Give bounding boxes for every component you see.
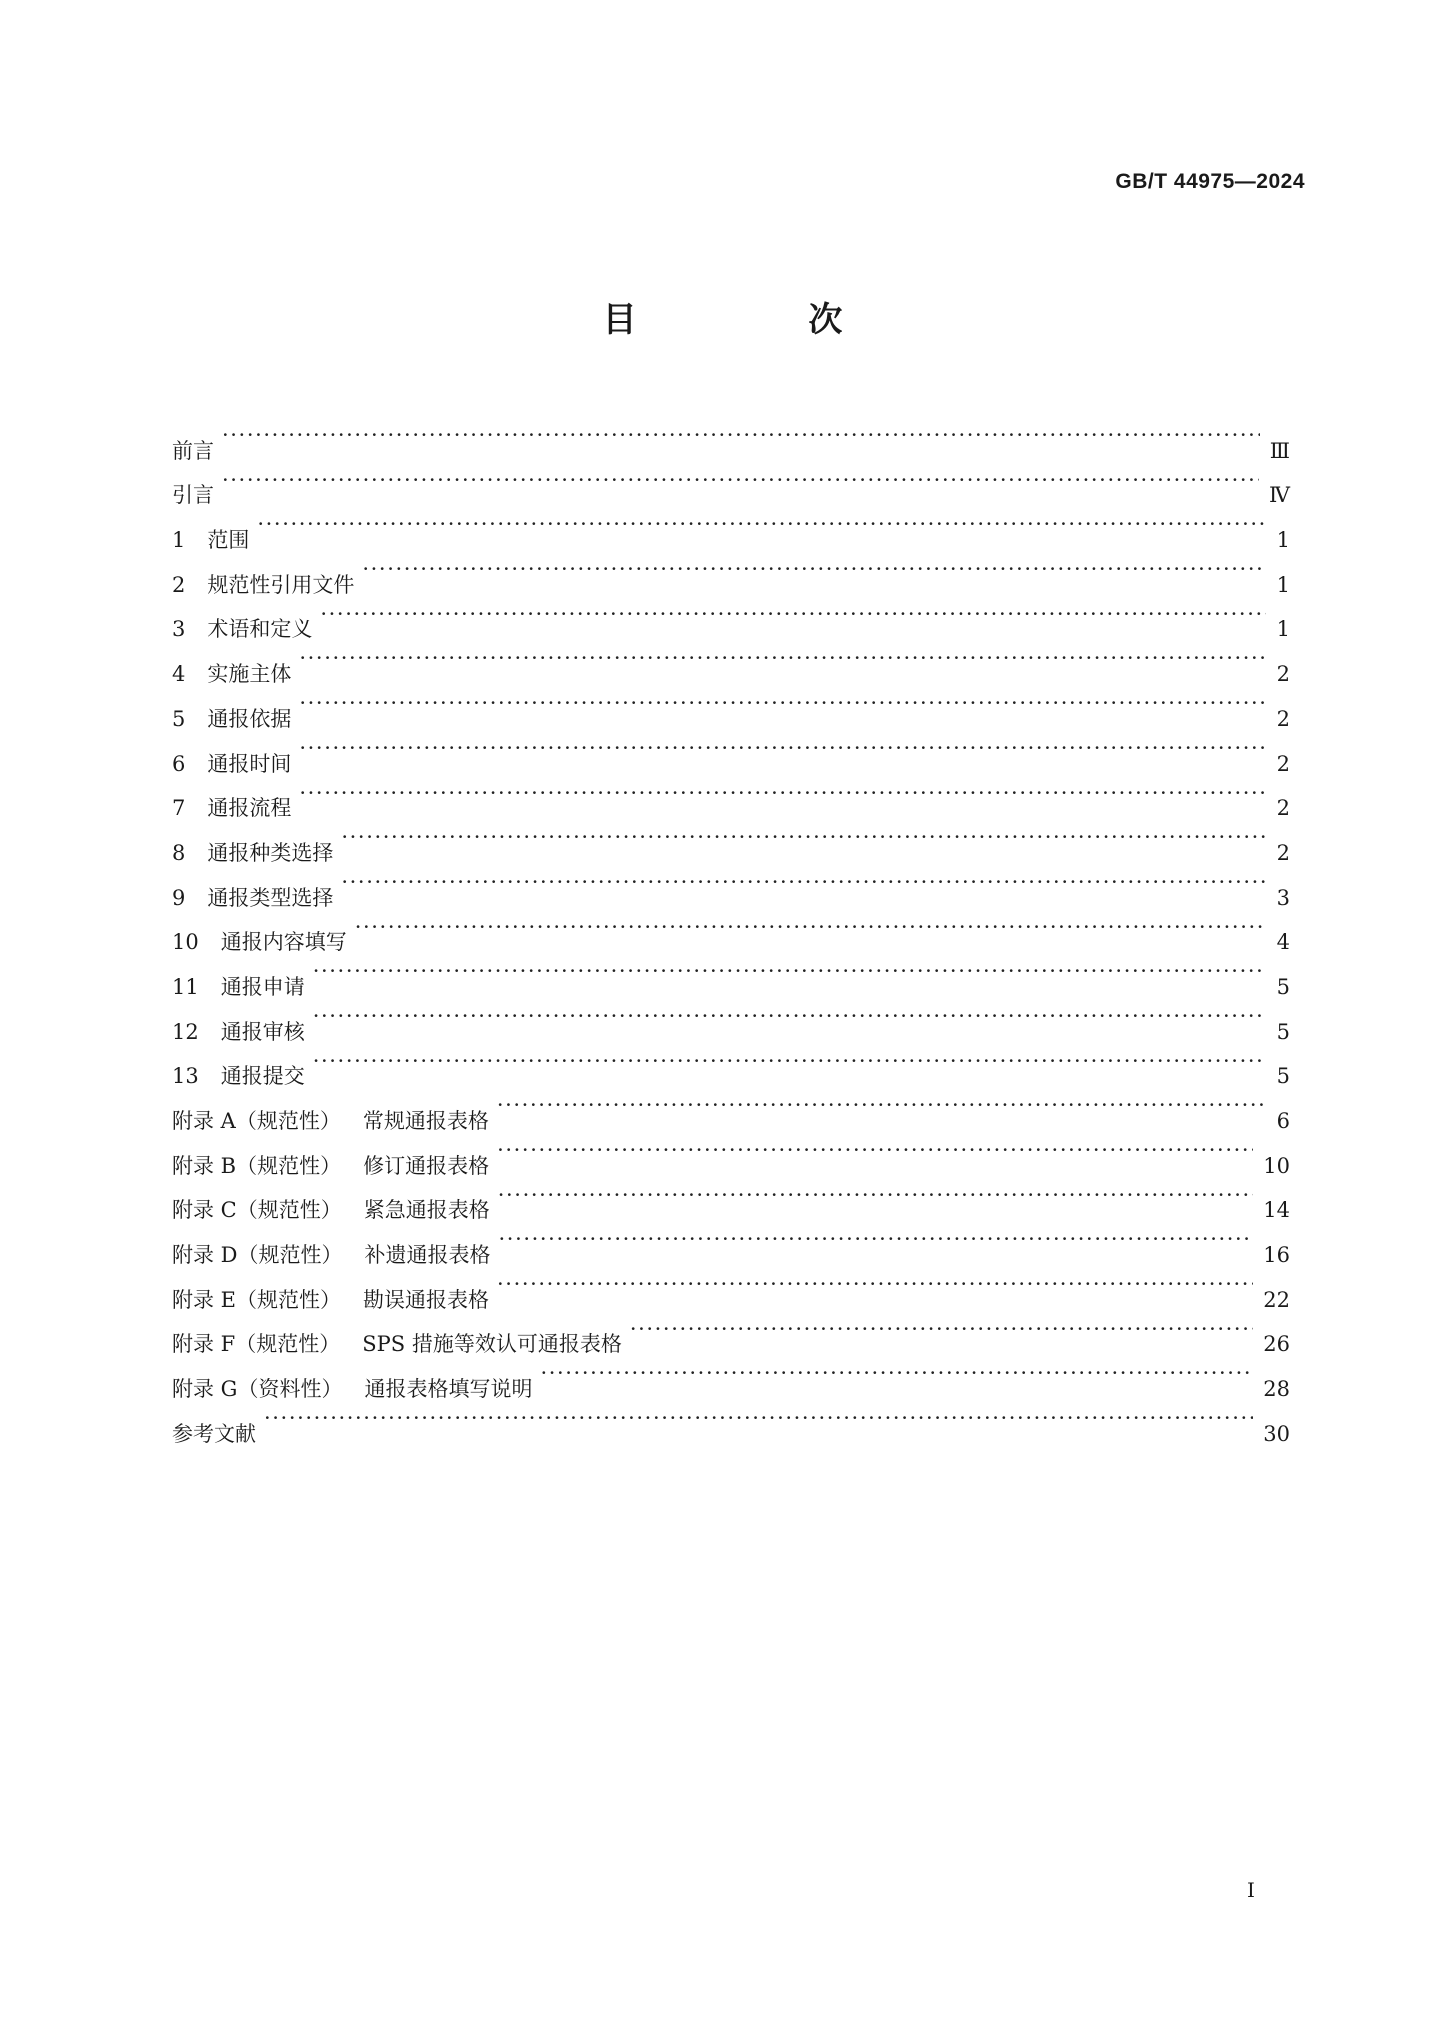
toc-entry-number: 附录 D（规范性） [172, 1243, 343, 1268]
toc-leader-dots [498, 1173, 1254, 1218]
toc-entry-label [172, 1099, 497, 1144]
toc-entry-label [172, 429, 222, 474]
toc-entry-number: 3 [172, 617, 186, 642]
toc-leader-dots [355, 905, 1266, 950]
toc-entry-number: 6 [172, 751, 186, 776]
toc-entry-page: 2 [1276, 662, 1290, 687]
toc-entry[interactable] [172, 458, 1290, 508]
toc-entry-title: 通报内容填写 [220, 930, 347, 955]
toc-entry-title: 前言 [172, 438, 214, 463]
toc-leader-dots [497, 1128, 1253, 1173]
standard-code: GB/T 44975—2024 [1115, 170, 1305, 193]
toc-entry-page: 14 [1263, 1198, 1290, 1223]
toc-entry-page: 2 [1276, 840, 1290, 865]
toc-entry[interactable] [172, 636, 1290, 687]
toc-leader-dots [264, 1396, 1253, 1441]
toc-entry-page: 1 [1276, 572, 1290, 597]
toc-entry-number: 5 [172, 706, 186, 731]
toc-leader-dots [362, 547, 1266, 592]
toc-entry-title: 术语和定义 [207, 617, 313, 642]
toc-leader-dots [499, 1217, 1254, 1262]
toc-entry-page: 5 [1276, 974, 1290, 999]
toc-entry[interactable] [172, 1083, 1290, 1133]
toc-entry-number: 10 [172, 930, 199, 955]
toc-leader-dots [341, 815, 1266, 860]
toc-entry-page: 6 [1276, 1109, 1290, 1133]
toc-leader-dots [630, 1307, 1253, 1352]
toc-entry[interactable] [172, 1039, 1290, 1089]
toc-entry-label [172, 518, 257, 563]
toc-leader-dots [299, 681, 1266, 726]
toc-entry-number: 附录 B（规范性） [172, 1153, 342, 1178]
toc-entry-page: 16 [1263, 1243, 1290, 1268]
toc-entry[interactable] [172, 681, 1290, 731]
toc-entry-page: Ⅲ [1269, 438, 1290, 463]
toc-entry-number: 附录 G（资料性） [172, 1377, 343, 1402]
toc-entry-page: 2 [1276, 796, 1290, 821]
toc-entry-title: 紧急通报表格 [363, 1198, 490, 1223]
toc-entry-label [172, 786, 299, 831]
toc-entry-label [172, 1233, 499, 1278]
table-of-contents [172, 413, 1290, 1446]
toc-entry[interactable] [172, 771, 1290, 821]
toc-leader-dots [497, 1083, 1266, 1128]
toc-entry[interactable] [172, 994, 1290, 1044]
toc-entry-label [172, 876, 341, 921]
toc-entry[interactable] [172, 726, 1290, 776]
footer-page-number: I [1247, 1878, 1255, 1902]
toc-leader-dots [497, 1262, 1253, 1307]
toc-entry-page: 3 [1276, 885, 1290, 910]
toc-entry-title: 通报表格填写说明 [364, 1377, 533, 1402]
toc-leader-dots [299, 726, 1266, 771]
toc-leader-dots [313, 994, 1266, 1039]
toc-entry-number: 11 [172, 974, 199, 999]
toc-entry-title: 通报种类选择 [207, 840, 334, 865]
toc-leader-dots [313, 1039, 1266, 1084]
toc-entry-page: 5 [1276, 1064, 1290, 1089]
toc-entry-title: 通报申请 [220, 974, 305, 999]
toc-entry-number: 附录 C（规范性） [172, 1198, 342, 1223]
toc-entry-title: 通报时间 [207, 751, 292, 776]
toc-entry-label [172, 607, 320, 652]
toc-entry-title: 参考文献 [172, 1421, 256, 1446]
toc-leader-dots [299, 771, 1266, 816]
toc-entry-title: 通报流程 [207, 796, 292, 821]
toc-leader-dots [257, 502, 1266, 547]
toc-leader-dots [222, 458, 1259, 503]
toc-entry-title: 通报提交 [220, 1064, 305, 1089]
toc-leader-dots [540, 1351, 1253, 1396]
toc-entry-page: 28 [1263, 1377, 1290, 1402]
toc-leader-dots [299, 636, 1266, 681]
toc-entry-page: 30 [1263, 1421, 1290, 1446]
toc-entry-label [172, 1278, 497, 1323]
toc-entry-title: 通报依据 [207, 706, 292, 731]
toc-leader-dots [313, 949, 1266, 994]
toc-entry-title: 范围 [207, 528, 250, 553]
toc-entry[interactable] [172, 502, 1290, 553]
toc-entry-page: 2 [1276, 706, 1290, 731]
toc-entry-title: SPS 措施等效认可通报表格 [362, 1332, 622, 1357]
toc-entry-number: 13 [172, 1064, 199, 1089]
toc-leader-dots [320, 592, 1266, 637]
toc-entry-title: 规范性引用文件 [207, 572, 355, 597]
toc-entry-number: 7 [172, 796, 186, 821]
toc-entry-label [172, 742, 299, 787]
toc-entry-title: 引言 [172, 483, 214, 508]
toc-entry-title: 实施主体 [207, 662, 292, 687]
toc-entry-page: 26 [1263, 1332, 1290, 1357]
toc-entry-page: 22 [1263, 1287, 1290, 1312]
toc-entry-label [172, 1412, 264, 1457]
toc-entry[interactable] [172, 592, 1290, 642]
toc-entry-page: 1 [1276, 528, 1290, 553]
toc-entry-number: 4 [172, 662, 186, 687]
toc-entry-number: 附录 A（规范性） [172, 1109, 341, 1133]
toc-leader-dots [222, 413, 1260, 458]
toc-entry-label [172, 652, 299, 697]
toc-entry[interactable] [172, 815, 1290, 865]
toc-entry-label [172, 831, 341, 876]
toc-entry-page: 4 [1276, 930, 1290, 955]
toc-entry[interactable] [172, 413, 1290, 463]
toc-entry-title: 勘误通报表格 [363, 1287, 490, 1312]
toc-entry-number: 8 [172, 840, 186, 865]
toc-leader-dots [341, 860, 1266, 905]
toc-entry-label [172, 1144, 497, 1189]
toc-entry-number: 附录 F（规范性） [172, 1332, 341, 1357]
toc-entry-title: 通报审核 [220, 1019, 305, 1044]
toc-entry-page: 5 [1276, 1019, 1290, 1044]
toc-entry-label [172, 473, 222, 518]
toc-entry[interactable] [172, 547, 1290, 597]
toc-entry-number: 9 [172, 885, 186, 910]
toc-entry-number: 1 [172, 528, 186, 553]
toc-entry-number: 2 [172, 572, 186, 597]
toc-entry-title: 通报类型选择 [207, 885, 334, 910]
toc-entry-title: 补遗通报表格 [364, 1243, 491, 1268]
toc-entry-label [172, 697, 299, 742]
toc-entry-page: 2 [1276, 751, 1290, 776]
toc-entry-label [172, 965, 313, 1010]
toc-entry-title: 常规通报表格 [362, 1109, 489, 1133]
toc-entry-page: 10 [1263, 1153, 1290, 1178]
toc-entry[interactable] [172, 1396, 1290, 1446]
page-title: 目 次 [602, 300, 923, 340]
toc-entry-title: 修订通报表格 [363, 1153, 490, 1178]
toc-entry-label [172, 1010, 313, 1055]
toc-entry-number: 12 [172, 1019, 199, 1044]
toc-entry-label [172, 1188, 498, 1233]
toc-entry-number: 附录 E（规范性） [172, 1287, 342, 1312]
toc-entry-label [172, 1054, 313, 1099]
toc-entry-page: Ⅳ [1269, 483, 1290, 508]
toc-entry-page: 1 [1276, 617, 1290, 642]
toc-entry[interactable] [172, 949, 1290, 999]
